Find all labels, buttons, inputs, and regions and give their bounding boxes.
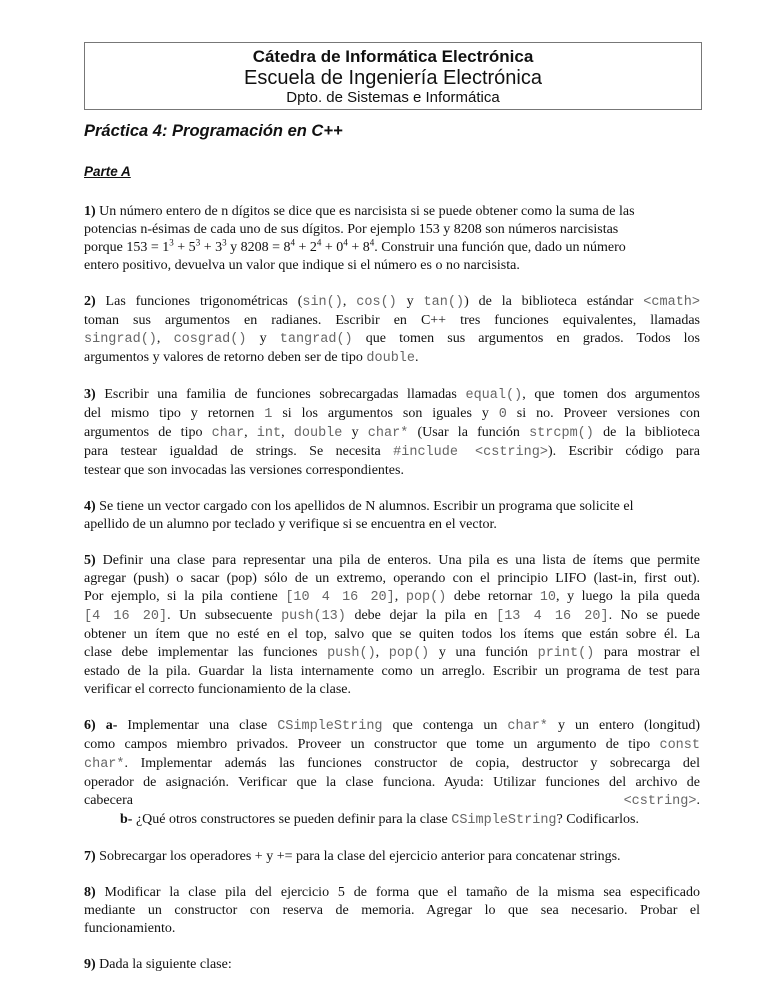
superscript: 4 (343, 237, 348, 248)
superscript: 4 (316, 237, 322, 248)
text: y (246, 331, 280, 346)
text: y un entero (longitud) (547, 718, 701, 733)
exercise-number: 7) (84, 849, 96, 864)
text: toman sus argumentos en radianes. Escribir en C++ tres funciones equivalentes, llamadas (84, 313, 700, 328)
text: cabecera (84, 793, 624, 808)
text: Por ejemplo, si la pila contiene (84, 589, 286, 604)
text: , (375, 645, 389, 660)
text: . Construir una función que, dado un número (374, 240, 626, 255)
text: ? Codificarlos. (556, 812, 639, 827)
text-line (84, 902, 700, 920)
code: 10 (539, 590, 557, 605)
code: [13 4 16 20] (496, 609, 609, 624)
code: <cmath> (643, 295, 701, 310)
text-line (84, 257, 700, 275)
exercise-5 (84, 552, 700, 699)
text: (Usar la función (408, 425, 530, 440)
text-line (84, 717, 700, 736)
text-line (84, 462, 700, 480)
text: obtener un ítem que no esté en el top, salvo que se quiten todos los ítems que están sobre él. La (84, 627, 700, 642)
text: que contenga un (382, 718, 508, 733)
header-chair: Cátedra de Informática Electrónica (252, 47, 534, 66)
header-school: Escuela de Ingeniería Electrónica (244, 67, 542, 89)
exercise-number: b- (120, 812, 133, 827)
text-line (84, 293, 700, 312)
text: para testear igualdad de strings. Se necesita (84, 444, 394, 459)
text: argumentos de tipo (84, 425, 212, 440)
code: push() (327, 646, 376, 661)
code: [4 16 20] (84, 609, 168, 624)
text: como campos miembro privados. Proveer un constructor que tome un argumento de tipo (84, 737, 660, 752)
text: estado de la pila. Guardar la lista internamente como un arreglo. Escribir un programa de test para (84, 664, 700, 679)
text: Implementar una clase (117, 718, 278, 733)
text: entero positivo, devuelva un valor que indique si el número es o no narcisista. (84, 258, 520, 273)
text: funcionamiento. (84, 921, 176, 936)
text-line (84, 811, 700, 830)
text-line (84, 443, 700, 462)
code: tan() (423, 295, 465, 310)
code: tangrad() (279, 332, 353, 347)
code: const (659, 738, 700, 753)
text: testear que son invocadas las versiones correspondientes. (84, 463, 404, 478)
text-line (84, 663, 700, 681)
text: verificar el correcto funcionamiento de la clase. (84, 682, 352, 697)
code: equal() (465, 388, 523, 403)
text: y (396, 294, 424, 309)
text: Escribir una familia de funciones sobrecargadas llamadas (95, 387, 466, 402)
text-line (84, 588, 700, 607)
text-line (84, 552, 700, 570)
superscript: 3 (195, 237, 201, 248)
code: #include <cstring> (393, 445, 548, 460)
text: debe retornar (446, 589, 540, 604)
text: de la biblioteca (593, 425, 701, 440)
exercise-number: 4) (84, 499, 96, 514)
text: apellido de un alumno por teclado y verifique si se encuentra en el vector. (84, 517, 497, 532)
exercise-8 (84, 884, 700, 938)
code: push(13) (281, 609, 346, 624)
code: cos() (356, 295, 397, 310)
exercise-number: 6) a- (84, 718, 118, 733)
text: para mostrar el (594, 645, 701, 660)
text: clase debe implementar las funciones (84, 645, 328, 660)
text: potencias n-ésimas de cada uno de sus dígitos. Por ejemplo 153 y 8208 son números narcisistas (84, 222, 619, 237)
text: agregar (push) o sacar (pop) sólo de un extremo, operando con el principio LIFO (last-in, first out). (84, 571, 700, 586)
code: strcpm() (529, 426, 594, 441)
text: debe dejar la pila en (345, 608, 497, 623)
section-heading: Parte A (84, 164, 131, 179)
text-line (84, 498, 700, 516)
text-line (84, 792, 700, 811)
text: Modificar la clase pila del ejercicio 5 de forma que el tamaño de la misma sea especificado (95, 885, 700, 900)
text: Definir una clase para representar una pila de enteros. Una pila es una lista de ítems que permite (95, 553, 700, 568)
code: double (366, 351, 415, 366)
text: que tomen sus argumentos en grados. Todos los (352, 331, 701, 346)
code: sin() (302, 295, 343, 310)
exercise-9 (84, 956, 700, 974)
text-line (84, 956, 700, 974)
exercise-2 (84, 293, 700, 368)
text: , (281, 425, 294, 440)
code: singrad() (84, 332, 157, 347)
superscript: 3 (169, 237, 174, 248)
exercise-list (84, 203, 700, 992)
text: , (156, 331, 174, 346)
text-line (84, 570, 700, 588)
text: . (696, 793, 700, 808)
exercise-number: 8) (84, 885, 96, 900)
text: si los argumentos son iguales y (272, 406, 499, 421)
text: argumentos y valores de retorno deben ser de tipo (84, 350, 367, 365)
text: Las funciones trigonométricas ( (95, 294, 303, 309)
superscript: 3 (222, 237, 227, 248)
code: char (211, 426, 245, 441)
code: 0 (498, 407, 507, 422)
document-header (84, 42, 702, 110)
text: . (415, 350, 419, 365)
text: Un número entero de n dígitos se dice que es narcisista si se puede obtener como la suma de las (95, 204, 635, 219)
text-line (84, 312, 700, 330)
text-line (84, 203, 700, 221)
text: + 3 (200, 240, 223, 255)
text: Sobrecargar los operadores + y += para la clase del ejercicio anterior para concatenar strings. (95, 849, 621, 864)
text-line (84, 626, 700, 644)
text: , que tomen dos argumentos (522, 387, 700, 402)
text: y una función (429, 645, 538, 660)
text: mediante un constructor con reserva de memoria. Agregar lo que sea necesario. Probar el (84, 903, 700, 918)
text-line (84, 884, 700, 902)
text: , (342, 294, 357, 309)
exercise-number: 9) (84, 957, 96, 972)
text: y (342, 425, 368, 440)
text: operador de asignación. Verificar que la clase funciona. Ayuda: Utilizar funciones del archivo de (84, 775, 700, 790)
code: pop() (405, 590, 447, 605)
text-line (84, 330, 700, 349)
code: pop() (388, 646, 430, 661)
text: + 0 (321, 240, 344, 255)
text: , (244, 425, 257, 440)
superscript: 4 (369, 237, 375, 248)
code: char* (84, 757, 125, 772)
code: cosgrad() (173, 332, 247, 347)
text: y 8208 = 8 (226, 240, 291, 255)
exercise-7 (84, 848, 700, 866)
text-line (84, 920, 700, 938)
text-line (84, 516, 700, 534)
code: print() (537, 646, 595, 661)
text: . No se puede (608, 608, 701, 623)
text-line (84, 607, 700, 626)
text-line (84, 424, 700, 443)
exercise-1 (84, 203, 700, 275)
text-line (84, 644, 700, 663)
text: + 5 (173, 240, 196, 255)
text: ). Escribir código para (547, 444, 700, 459)
text: + 8 (347, 240, 370, 255)
text: porque 153 = 1 (84, 240, 170, 255)
text: Dada la siguiente clase: (95, 957, 232, 972)
code: char* (367, 426, 409, 441)
text: . Implementar además las funciones constructor de copia, destructor y sobrecarga del (124, 756, 700, 771)
text-line (84, 239, 700, 257)
text-line (84, 221, 700, 239)
exercise-number: 2) (84, 294, 96, 309)
code: char* (507, 719, 548, 734)
text-line (84, 681, 700, 699)
code: int (256, 426, 282, 441)
text-line (84, 349, 700, 368)
text: del mismo tipo y retornen (84, 406, 265, 421)
text-line (84, 774, 700, 792)
text: , (394, 589, 406, 604)
text: si no. Proveer versiones con (506, 406, 700, 421)
document-title: Práctica 4: Programación en C++ (84, 122, 343, 140)
text-line (84, 848, 700, 866)
code: double (293, 426, 343, 441)
superscript: 4 (290, 237, 295, 248)
header-department: Dpto. de Sistemas e Informática (286, 89, 500, 106)
text: , y luego la pila queda (556, 589, 700, 604)
text-line (84, 386, 700, 405)
text-line (84, 405, 700, 424)
text: ¿Qué otros constructores se pueden definir para la clase (132, 812, 452, 827)
code: CSimpleString (277, 719, 383, 734)
text-line (84, 736, 700, 755)
text: Se tiene un vector cargado con los apellidos de N alumnos. Escribir un programa que solicite el (95, 499, 634, 514)
exercise-6 (84, 717, 700, 830)
text: + 2 (295, 240, 317, 255)
exercise-number: 3) (84, 387, 96, 402)
exercise-4 (84, 498, 700, 534)
text: ) de la biblioteca estándar (464, 294, 644, 309)
code: 1 (264, 407, 273, 422)
exercise-3 (84, 386, 700, 480)
text: . Un subsecuente (167, 608, 282, 623)
exercise-number: 1) (84, 204, 96, 219)
code: CSimpleString (451, 813, 557, 828)
code: <cstring> (623, 794, 697, 809)
code: [10 4 16 20] (285, 590, 395, 605)
text-line (84, 755, 700, 774)
exercise-number: 5) (84, 553, 96, 568)
